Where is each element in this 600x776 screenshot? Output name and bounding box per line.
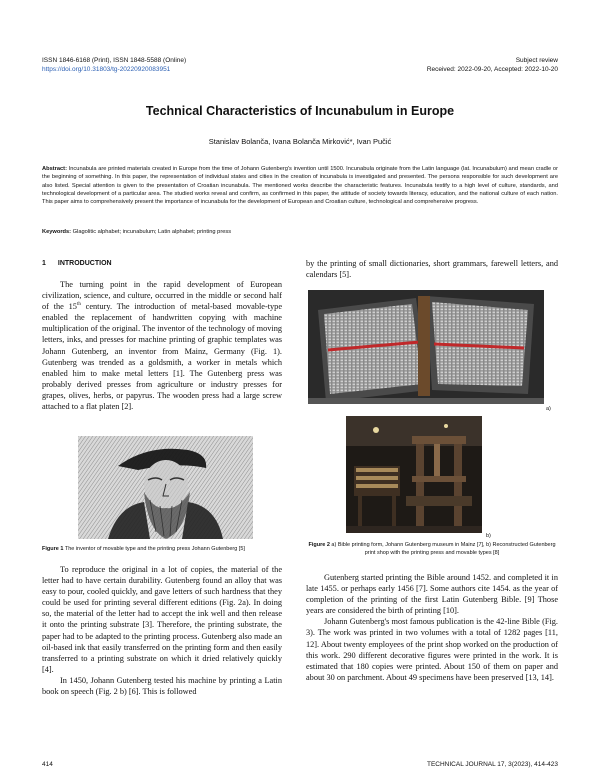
paper-title: Technical Characteristics of Incunabulum in Europe [145, 104, 455, 118]
left-column-upper [42, 279, 282, 412]
figure-2b-label: b) [486, 533, 491, 539]
figure-1-label: Figure 1 [42, 546, 64, 552]
article-type: Subject review [515, 57, 558, 64]
page-number: 414 [42, 761, 53, 768]
printing-form-icon [308, 290, 544, 404]
section-title: INTRODUCTION [57, 260, 112, 267]
print-shop-icon [346, 416, 482, 533]
figure-2-label: Figure 2 [308, 542, 330, 548]
paragraph-intro: The turning point in the rapid development of European civilization, science, and culture, occurred in the middle or second half of the 15th century. The introduction of metal-based movable-type enabled the replacement of handwritten copying with machine multiplication of the original. The inventor of the technology of moving letters, inks, and presses for machine printing of graphic templates was Johann Gutenberg, an inventor from Mainz, Germany (Fig. 1). Gutenberg was trended as a goldsmith, a worker in metals which enabled him to make metal letters [1]. The Gutenberg press was probably derived presses from agriculture or industry presses for grapes, olives, herbs, or papyrus. The wooden press had a large screw attached to a flat platen [2]. [42, 280, 283, 412]
figure-2-caption-text: a) Bible printing form, Johann Gutenberg museum in Mainz [7], b) Reconstructed Gutenberg print shop with the printing press and movable types [8] [329, 542, 556, 556]
paragraph-42-line: Johann Gutenberg's most famous publication is the 42-line Bible (Fig. 3). The work was printed in two volumes with a total of 1282 pages [11, 12]. About twenty employees of the print shop worked on the production of this work. 290 different decorative figures were printed in the work. It is estimated that 180 copies were printed. About 150 of them on paper and about 30 on parchment. About 49 specimens have been preserved [13, 14]. [306, 617, 558, 682]
paragraph-alloy: To reproduce the original in a lot of copies, the material of the letter had to have certain durability. Gutenberg found an alloy that was easy to pour, cooled quickly, and gave letters of such hardness that they could be used for printing several different editions (Fig. 2a). In doing so, the material of the letter had to accept the ink well and then release it onto the printing substrate [3]. Therefore, the printing substrate, the paper had to be adapted to the printing process. Gutenberg also made an oil-based ink that easily transferred on the printing form and then easily transferred to a printing substrate on which it dried relatively quickly [4]. [42, 565, 282, 674]
left-column-lower [42, 564, 282, 697]
journal-citation: TECHNICAL JOURNAL 17, 3(2023), 414-423 [426, 761, 558, 768]
abstract-text: Incunabula are printed materials created in Europe from the time of Johann Gutenberg's invention until 1500. Incunabula originate from the Latin language (lat. Incunabulum) and mean cradle or the beginning of something. In this paper, the representation of individual states and cities in the creation of incunabula is investigated and presented. The persons responsible for such development are also listed. Special attention is given to the presentation of Croatian incunabula. The mentioned works describe the characteristic features. Incunabula testify to a high level of culture, standards, and technological development of a particular area. The studied works reveal and confirm, as confirmed in this paper, the attitude of society towards literacy, education, and the national culture of each nation. This paper aims to comprehensively present the importance of incunabula for the development of European and Croatian culture, technological and comprehensive progress. [42, 166, 558, 206]
keywords-text: Glagolitic alphabet; incunabulum; Latin alphabet; printing press [71, 229, 232, 235]
paper-authors: Stanislav Bolanča, Ivana Bolanča Mirković*, Ivan Pučić [208, 137, 392, 146]
figure-1-caption-text: The inventor of movable type and the printing press Johann Gutenberg [5] [63, 546, 245, 552]
figure-1-image [78, 436, 253, 539]
figure-1-caption [42, 546, 302, 554]
figure-2a-image [308, 290, 544, 404]
gutenberg-portrait-icon [78, 436, 253, 539]
paragraph-continuation: by the printing of small dictionaries, short grammars, farewell letters, and calendars [5]. [306, 259, 558, 280]
paragraph-bible: Gutenberg started printing the Bible around 1452. and completed it in late 1455. or perhaps early 1456 [7]. Some authors cite 1454. as the year of completion of the printing of the first Latin Gutenberg Bible. [9] Those years are considered the birth of printing [10]. [306, 573, 558, 616]
abstract-label: Abstract: [42, 166, 67, 172]
right-column-lower [306, 572, 558, 683]
figure-2a-label: a) [546, 406, 551, 412]
issn-line: ISSN 1846-6168 (Print), ISSN 1848-5588 (Online) [42, 57, 187, 64]
figure-2b-image [346, 416, 482, 533]
keywords-label: Keywords: [42, 229, 72, 235]
figure-2-caption [306, 542, 558, 557]
section-heading [42, 260, 112, 267]
abstract [42, 165, 558, 206]
doi-link[interactable]: https://doi.org/10.31803/tg-20220920083951 [42, 66, 171, 73]
paragraph-1450: In 1450, Johann Gutenberg tested his machine by printing a Latin book on speech (Fig. 2 b) [6]. This is followed [42, 675, 282, 697]
article-dates: Received: 2022-09-20, Accepted: 2022-10-20 [426, 66, 558, 73]
section-number: 1 [42, 260, 46, 267]
keywords [42, 229, 558, 235]
right-column-upper [306, 258, 558, 280]
